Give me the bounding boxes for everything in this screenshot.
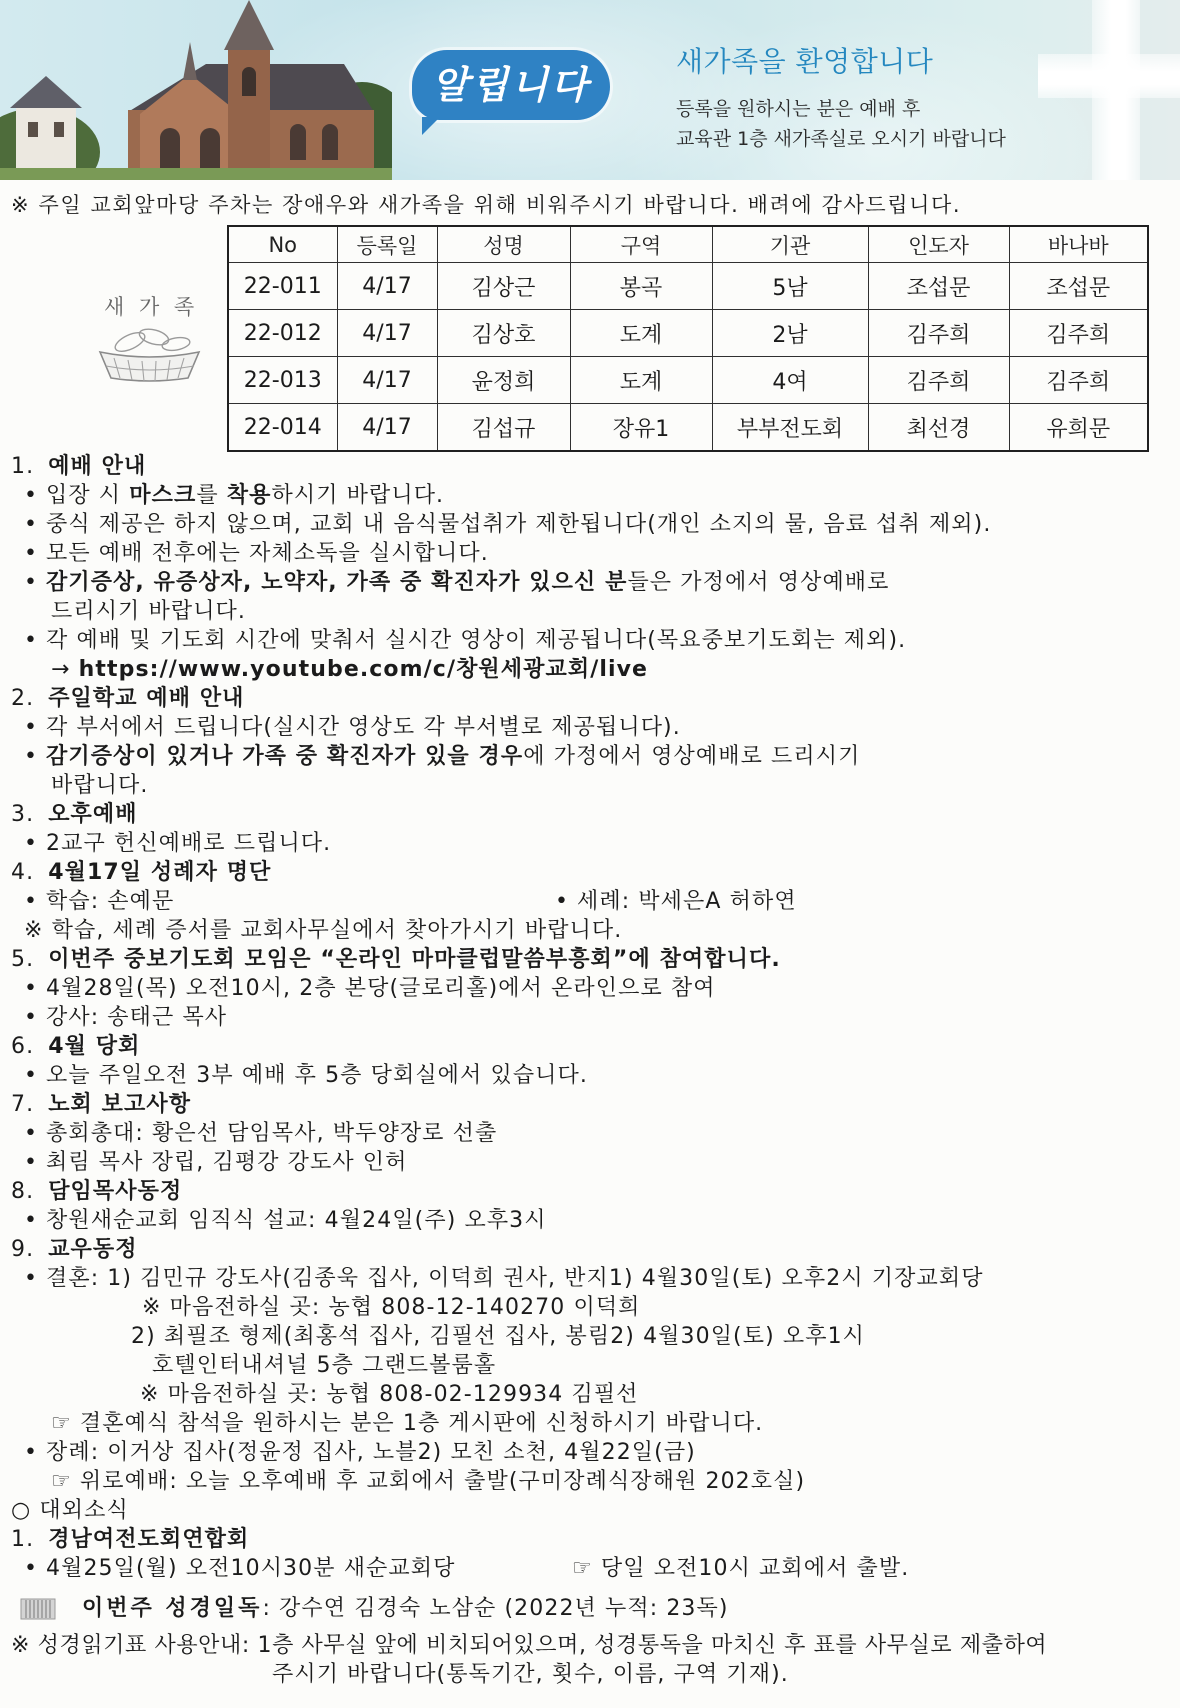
catechism-entry: 학습: 손예문 — [46, 889, 175, 914]
text: 에 가정에서 영상예배로 드리시기 — [523, 744, 861, 769]
cell-group: 2남 — [712, 310, 868, 357]
welcome-title: 새가족을 환영합니다 — [676, 45, 934, 78]
sunday-school-symptom-notice — [0, 742, 1180, 771]
column-header-name: 성명 — [437, 226, 570, 263]
emphasis: 착용 — [226, 483, 272, 508]
wedding-1-gift-account: ※ 마음전하실 곳: 농협 808-12-140270 이덕희 — [142, 1295, 641, 1320]
section-title: 예배 안내 — [48, 454, 147, 479]
table-row — [228, 404, 1148, 452]
cell-barnabas: 조섭문 — [1009, 263, 1148, 310]
cell-barnabas: 김주희 — [1009, 310, 1148, 357]
section-number: 8. — [11, 1179, 35, 1204]
section-heading-session — [0, 1032, 1180, 1061]
emphasis: 감기증상이 있거나 가족 중 확진자가 있을 경우 — [46, 744, 524, 769]
session-notice: • 오늘 주일오전 3부 예배 후 5층 당회실에서 있습니다. — [0, 1061, 1180, 1090]
cell-date: 4/17 — [337, 263, 437, 310]
new-family-label: 새 가 족 — [104, 295, 199, 319]
section-heading-sacraments — [0, 858, 1180, 887]
table-row — [228, 310, 1148, 357]
small-spire — [183, 42, 197, 80]
meal-notice: • 중식 제공은 하지 않으며, 교회 내 음식물섭취가 제한됩니다(개인 소지의 물, 음료 섭취 제외). — [0, 510, 1180, 539]
section-number: 3. — [11, 802, 35, 827]
bible-guide-line2: 주시기 바랍니다(통독기간, 횟수, 이름, 구역 기재). — [272, 1662, 789, 1687]
bible-reading-line — [0, 1594, 1180, 1623]
nave-window — [290, 124, 306, 160]
cell-barnabas: 김주희 — [1009, 357, 1148, 404]
bible-guide — [11, 1631, 1047, 1660]
departure-note: ☞ 당일 오전10시 교회에서 출발. — [572, 1556, 910, 1581]
delegates-notice: • 총회총대: 황은선 담임목사, 박두양장로 선출 — [0, 1119, 1180, 1148]
house-window — [54, 122, 64, 137]
notice-list — [0, 452, 1180, 1583]
baptism-entry: • 세례: 박세은A 허하연 — [577, 887, 797, 916]
cell-guide: 조섭문 — [868, 263, 1009, 310]
certificate-note: ※ 학습, 세례 증서를 교회사무실에서 찾아가시기 바랍니다. — [24, 918, 623, 943]
cell-district: 도계 — [570, 310, 712, 357]
emphasis: 감기증상, 유증상자, 노약자, 가족 중 확진자가 있으신 분 — [46, 570, 628, 595]
cell-no: 22-012 — [228, 310, 337, 357]
funeral-service: ☞ 위로예배: 오늘 오후예배 후 교회에서 출발(구미장례식장해원 202호실) — [51, 1469, 806, 1494]
basket-icon — [92, 322, 207, 382]
section-heading-afternoon — [0, 800, 1180, 829]
arrow: → — [51, 657, 71, 682]
live-stream-notice: • 각 예배 및 기도회 시간에 맞춰서 실시간 영상이 제공됩니다(목요중보기도회는 제외). — [0, 626, 1180, 655]
section-title: 주일학교 예배 안내 — [48, 686, 245, 711]
cell-guide: 김주희 — [868, 310, 1009, 357]
cell-no: 22-013 — [228, 357, 337, 404]
section-title: 이번주 중보기도회 모임은 “온라인 마마클럽말씀부흥회”에 참여합니다. — [48, 947, 781, 972]
external-item-heading — [0, 1525, 1180, 1554]
ordination-notice: • 최림 목사 장립, 김평강 강도사 인허 — [0, 1148, 1180, 1177]
church-illustration — [0, 0, 392, 180]
cross-horizontal-bar — [1038, 54, 1180, 98]
cell-district: 봉곡 — [570, 263, 712, 310]
announcement-header — [0, 0, 1180, 180]
cell-barnabas: 유희문 — [1009, 404, 1148, 452]
prayer-schedule: • 4월28일(목) 오전10시, 2층 본당(글로리홀)에서 온라인으로 참여 — [0, 974, 1180, 1003]
cross-icon — [1030, 0, 1180, 180]
house-window — [28, 122, 38, 137]
column-header-district: 구역 — [570, 226, 712, 263]
announcement-badge — [412, 50, 610, 120]
house-roof — [10, 76, 82, 108]
section-number: 5. — [11, 947, 35, 972]
wedding-1: • 결혼: 1) 김민규 강도사(김종욱 집사, 이덕희 권사, 반지1) 4월30일(토) 오후2시 기장교회당 — [0, 1264, 1180, 1293]
section-number: 4. — [11, 860, 35, 885]
bible-guide-line1: ※ 성경읽기표 사용안내: 1층 사무실 앞에 비치되어있으며, 성경통독을 마치신 후 표를 사무실로 제출하여 — [11, 1633, 1048, 1658]
table-header-row — [228, 226, 1148, 263]
bible-reading — [0, 1594, 1180, 1623]
live-stream-url-line — [0, 655, 1180, 684]
cell-guide: 최선경 — [868, 404, 1009, 452]
section-title: 노회 보고사항 — [48, 1092, 192, 1117]
section-heading-members — [0, 1235, 1180, 1264]
section-number: 1. — [11, 1527, 35, 1552]
section-number: 2. — [11, 686, 35, 711]
house-wall — [16, 106, 76, 168]
church-window — [160, 128, 180, 172]
tower-window — [242, 67, 256, 96]
cell-no: 22-014 — [228, 404, 337, 452]
welcome-subtitle-line2: 교육관 1층 새가족실로 오시기 바랍니다 — [676, 128, 1006, 150]
section-number: 1. — [11, 454, 35, 479]
section-title: 오후예배 — [48, 802, 138, 827]
grass — [0, 168, 392, 180]
section-number: 6. — [11, 1034, 35, 1059]
cell-group: 부부전도회 — [712, 404, 868, 452]
cell-guide: 김주희 — [868, 357, 1009, 404]
afternoon-worship-notice: • 2교구 헌신예배로 드립니다. — [0, 829, 1180, 858]
nave-window — [322, 124, 338, 160]
section-number: 9. — [11, 1237, 35, 1262]
symptom-notice — [0, 568, 1180, 597]
section-number: 7. — [11, 1092, 35, 1117]
section-heading-sunday-school — [0, 684, 1180, 713]
emphasis: 마스크 — [129, 483, 197, 508]
sunday-school-symptom-continued: 바랍니다. — [51, 773, 149, 798]
disinfection-notice: • 모든 예배 전후에는 자체소독을 실시합니다. — [0, 539, 1180, 568]
cell-date: 4/17 — [337, 404, 437, 452]
wedding-attendance-note: ☞ 결혼예식 참석을 원하시는 분은 1층 게시판에 신청하시기 바랍니다. — [51, 1411, 764, 1436]
section-title: 4월17일 성례자 명단 — [48, 860, 272, 885]
church-window — [200, 128, 220, 172]
section-title: 경남여전도회연합회 — [48, 1527, 250, 1552]
live-stream-url: https://www.youtube.com/c/창원세광교회/live — [78, 657, 649, 682]
section-heading-presbytery — [0, 1090, 1180, 1119]
section-title: 교우동정 — [48, 1237, 138, 1262]
external-item-schedule — [0, 1554, 1180, 1583]
cell-name: 윤정희 — [437, 357, 570, 404]
department-notice: • 각 부서에서 드립니다(실시간 영상도 각 부서별로 제공됩니다). — [0, 713, 1180, 742]
cell-no: 22-011 — [228, 263, 337, 310]
section-title: 담임목사동정 — [48, 1179, 183, 1204]
section-heading-worship — [0, 452, 1180, 481]
external-news-heading: ○ 대외소식 — [11, 1498, 129, 1523]
table-row — [228, 357, 1148, 404]
tower-spire — [224, 0, 274, 50]
cell-name: 김상근 — [437, 263, 570, 310]
prayer-speaker: • 강사: 송태근 목사 — [0, 1003, 1180, 1032]
welcome-subtitle-line1: 등록을 원하시는 분은 예배 후 — [676, 98, 921, 120]
cell-date: 4/17 — [337, 310, 437, 357]
column-header-barnabas: 바나바 — [1009, 226, 1148, 263]
event-schedule: 4월25일(월) 오전10시30분 새순교회당 — [46, 1556, 456, 1581]
cell-district: 도계 — [570, 357, 712, 404]
bible-guide-continued — [272, 1660, 789, 1689]
pastor-schedule: • 창원새순교회 임직식 설교: 4월24일(주) 오후3시 — [0, 1206, 1180, 1235]
column-header-date: 등록일 — [337, 226, 437, 263]
text: 들은 가정에서 영상예배로 — [627, 570, 890, 595]
wedding-2-gift-account: ※ 마음전하실 곳: 농협 808-02-129934 김필선 — [140, 1382, 639, 1407]
basket-leaf — [113, 329, 148, 355]
text: 입장 시 — [46, 483, 130, 508]
column-header-no: No — [228, 226, 337, 263]
text: 를 — [196, 483, 227, 508]
mask-notice — [0, 481, 1180, 510]
text: 하시기 바랍니다. — [271, 483, 445, 508]
sacrament-list — [0, 887, 1180, 916]
section-heading-pastor — [0, 1177, 1180, 1206]
bible-readers: : 강수연 김경숙 노삼순 (2022년 누적: 23독) — [262, 1596, 729, 1621]
table-row — [228, 263, 1148, 310]
symptom-notice-continued: 드리시기 바랍니다. — [51, 599, 247, 624]
bible-reading-label: 이번주 성경일독 — [82, 1596, 263, 1621]
cell-name: 김섭규 — [437, 404, 570, 452]
funeral: • 장례: 이거상 집사(정윤정 집사, 노블2) 모친 소천, 4월22일(금) — [0, 1438, 1180, 1467]
column-header-guide: 인도자 — [868, 226, 1009, 263]
section-heading-prayer — [0, 945, 1180, 974]
new-family-table — [227, 225, 1149, 452]
parking-notice: ※ 주일 교회앞마당 주차는 장애우와 새가족을 위해 비워주시기 바랍니다. 배려에 감사드립니다. — [11, 193, 962, 217]
basket-leaf — [138, 326, 171, 347]
column-header-group: 기관 — [712, 226, 868, 263]
cell-name: 김상호 — [437, 310, 570, 357]
wedding-2-venue: 호텔인터내셔널 5층 그랜드볼룸홀 — [152, 1353, 497, 1378]
cell-group: 5남 — [712, 263, 868, 310]
cell-group: 4여 — [712, 357, 868, 404]
basket-body — [100, 352, 199, 381]
section-title: 4월 당회 — [48, 1034, 141, 1059]
cell-date: 4/17 — [337, 357, 437, 404]
cell-district: 장유1 — [570, 404, 712, 452]
wedding-2: 2) 최필조 형제(최홍석 집사, 김필선 집사, 봉림2) 4월30일(토) 오후1시 — [131, 1324, 866, 1349]
badge-label: 알립니다 — [431, 63, 591, 107]
